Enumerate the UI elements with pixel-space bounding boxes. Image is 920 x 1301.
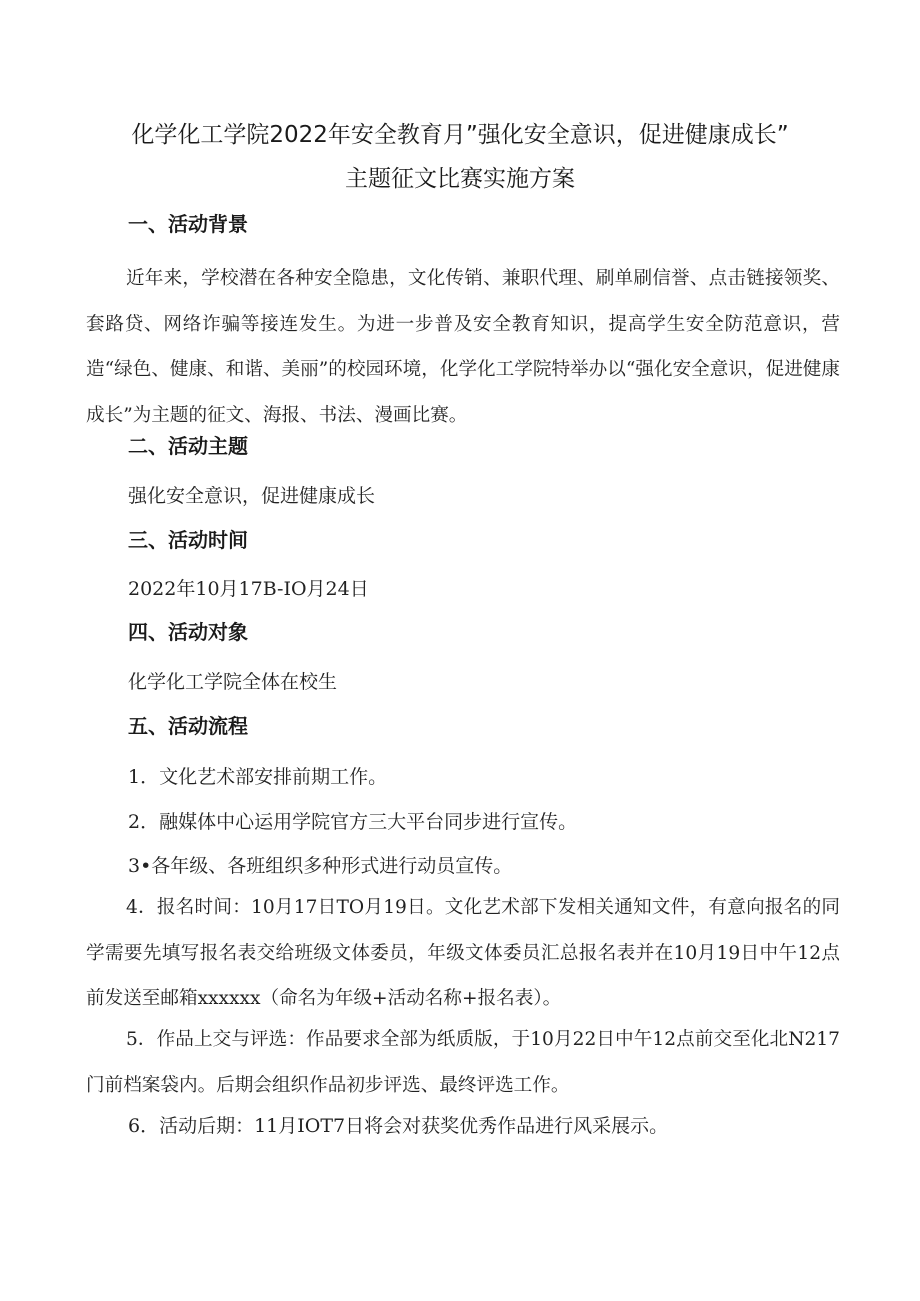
section-heading-background: 一、活动背景 [128,212,248,236]
process-item-2: 2．融媒体中心运用学院官方三大平台同步进行宣传。 [128,811,578,833]
document-title-line1: 化学化工学院2022年安全教育月”强化安全意识，促进健康成长” [131,122,789,148]
section-text-audience: 化学化工学院全体在校生 [128,671,338,693]
process-item-5: 5．作品上交与评选：作品要求全部为纸质版，于10月22日中午12点前交至化北N217门前档案袋内。后期会组织作品初步评选、最终评选工作。 [86,1029,840,1096]
process-item-6: 6．活动后期：11月IOT7日将会对获奖优秀作品进行风采展示。 [128,1115,669,1137]
process-item-4: 4．报名时间：10月17日TO月19日。文化艺术部下发相关通知文件，有意向报名的同学需要先填写报名表交给班级文体委员，年级文体委员汇总报名表并在10月19日中午12点前发送至邮箱xxxxxx（命名为年级+活动名称+报名表）。 [86,897,840,1009]
section-heading-theme: 二、活动主题 [128,434,248,458]
section-heading-time: 三、活动时间 [128,528,248,552]
document-title-line2: 主题征文比赛实施方案 [345,166,575,192]
process-item-1: 1．文化艺术部安排前期工作。 [128,766,388,788]
section-text-background: 近年来，学校潜在各种安全隐患，文化传销、兼职代理、刷单刷信誉、点击链接领奖、套路贷、网络诈骗等接连发生。为进一步普及安全教育知识，提高学生安全防范意识，营造“绿色、健康、和谐、美丽”的校园环境，化学化工学院特举办以“强化安全意识，促进健康成长”为主题的征文、海报、书法、漫画比赛。 [86,268,840,426]
section-heading-process: 五、活动流程 [128,714,248,738]
section-text-theme: 强化安全意识，促进健康成长 [128,485,376,507]
section-heading-audience: 四、活动对象 [128,620,248,644]
section-text-time: 2022年10月17B-IO月24日 [128,578,369,600]
process-item-3: 3•各年级、各班组织多种形式进行动员宣传。 [128,855,513,877]
